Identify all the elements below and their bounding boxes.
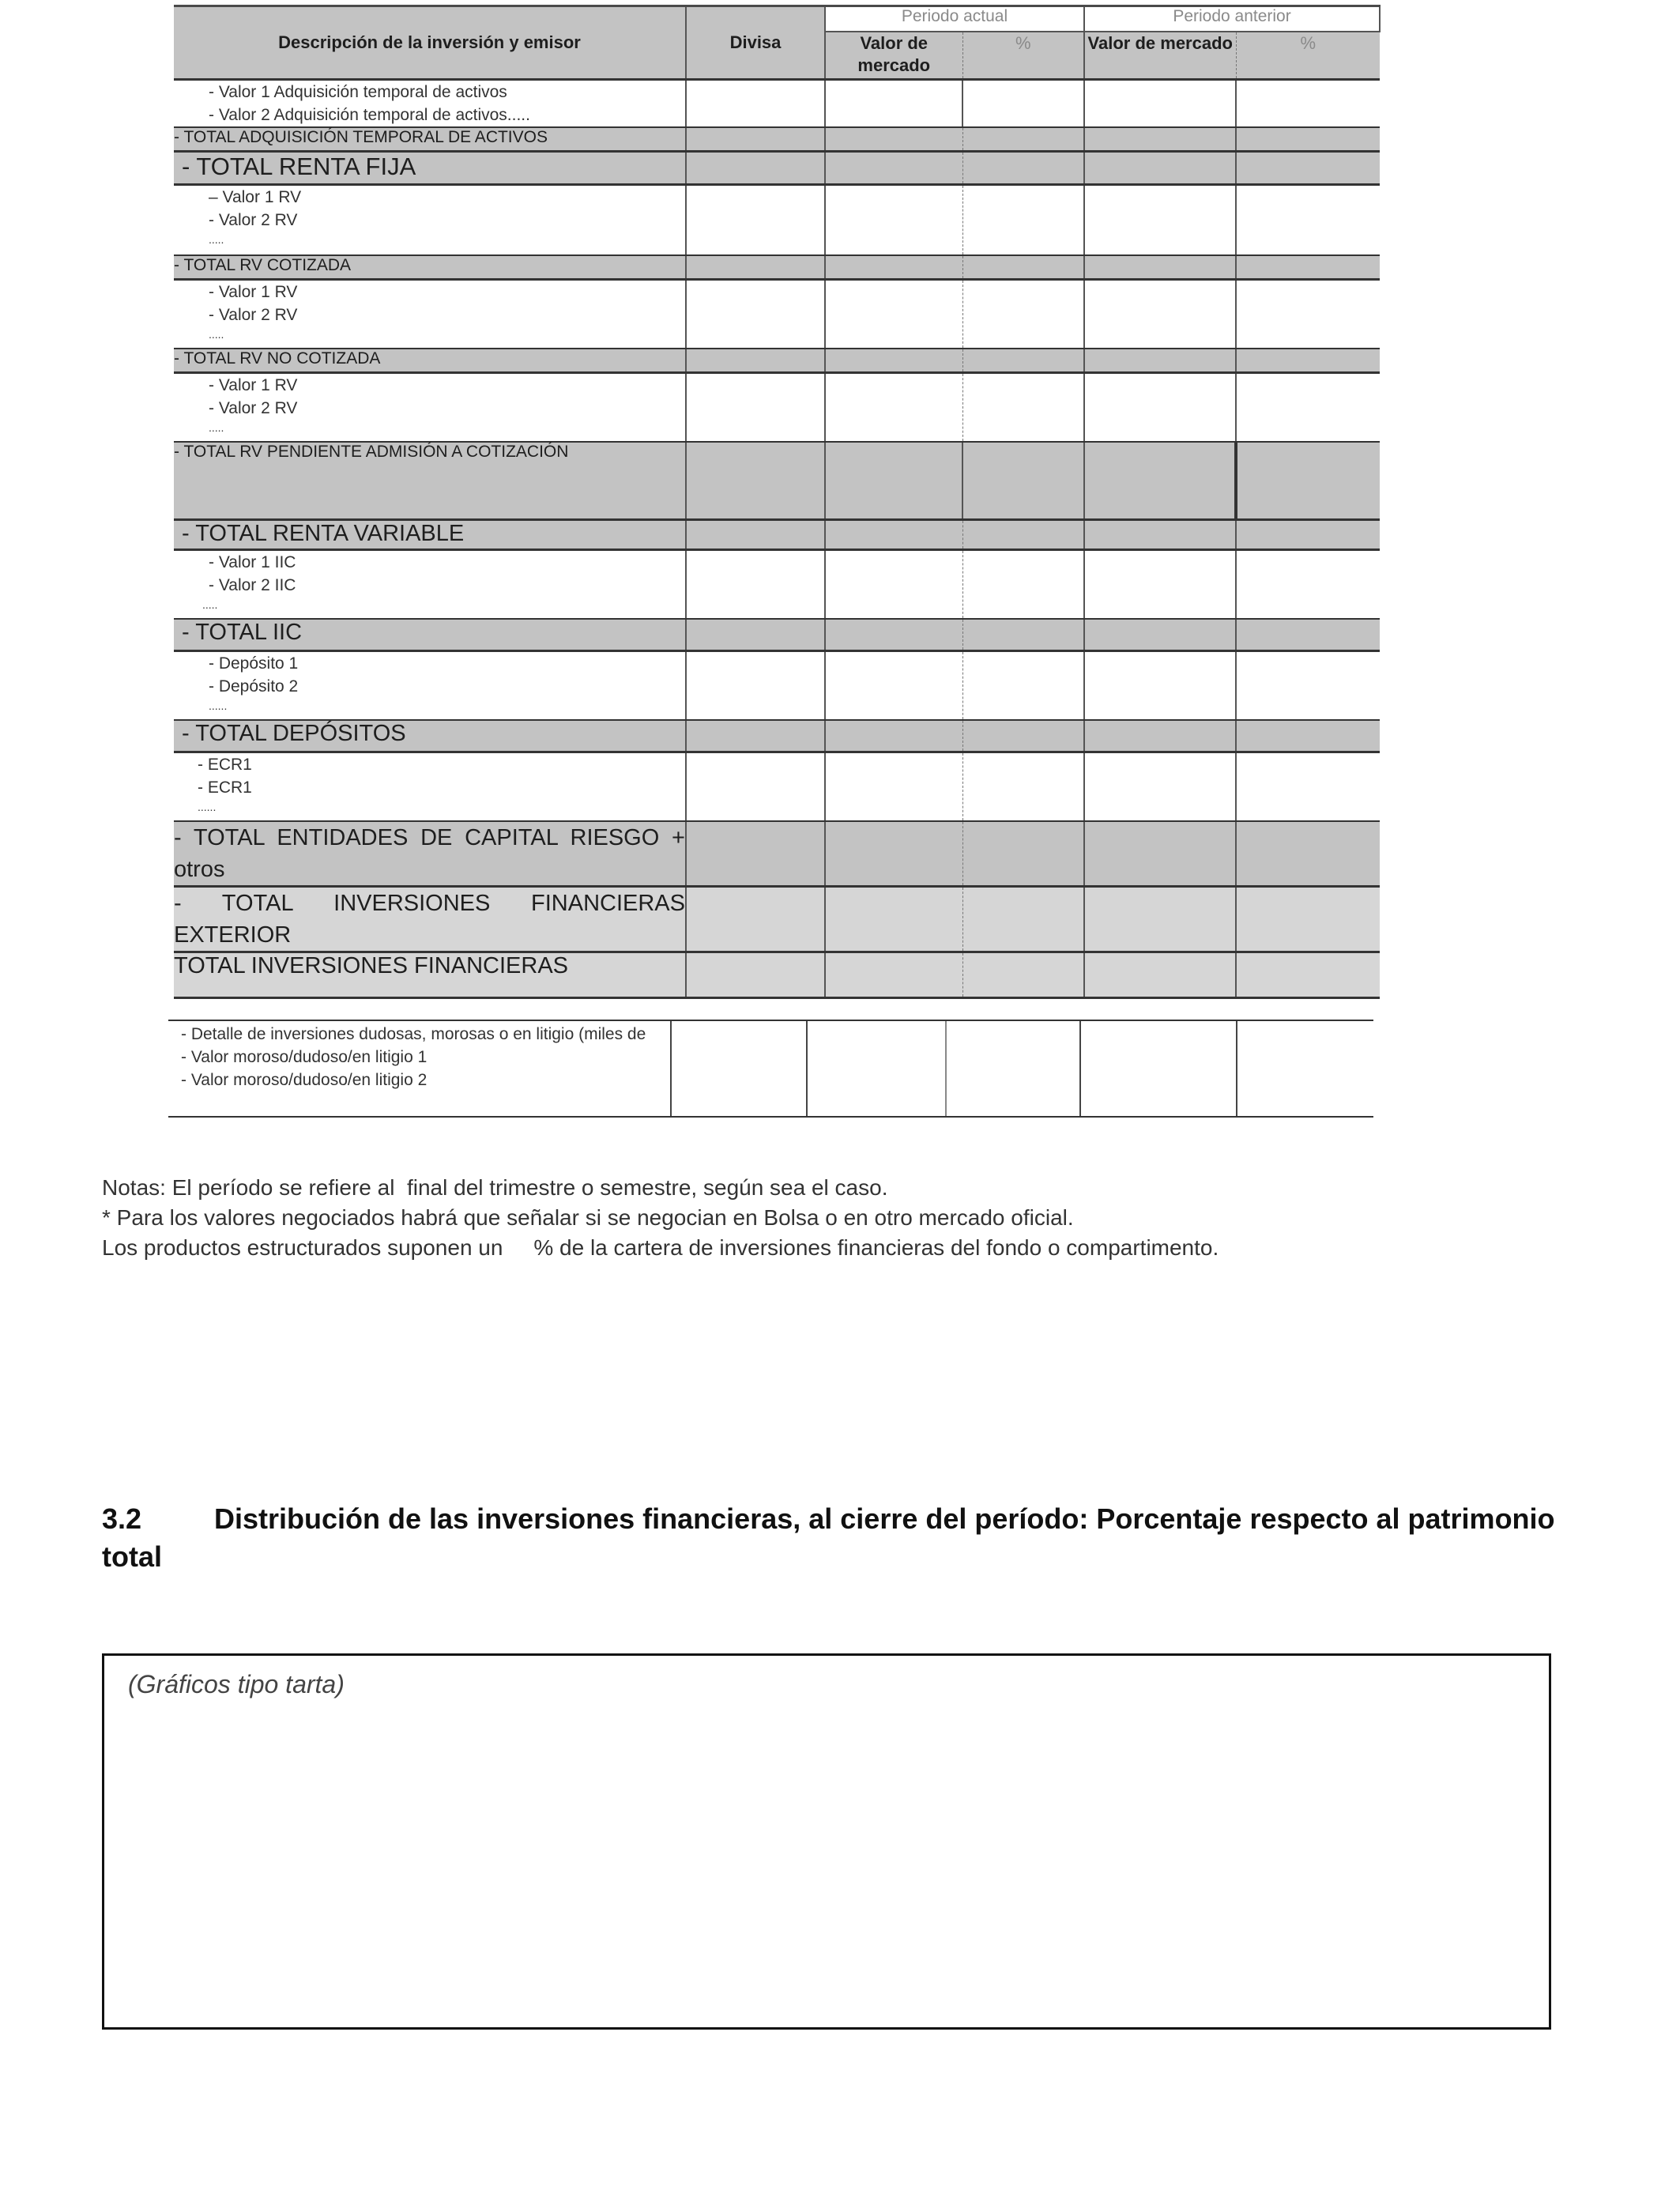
cell-percent <box>1236 887 1380 952</box>
pie-chart-placeholder-box <box>102 1653 1551 2030</box>
cell-value <box>825 650 962 720</box>
cell-value <box>1084 151 1236 184</box>
cell-value <box>825 349 962 372</box>
cell-percent <box>1236 821 1380 887</box>
header-current-period: Periodo actual <box>825 6 1084 32</box>
doubtful-line: - Valor moroso/dudoso/en litigio 1 <box>181 1048 428 1066</box>
table-header-row <box>174 6 1380 32</box>
cell-percent <box>946 1020 1080 1117</box>
cell-value <box>1084 619 1236 650</box>
notes <box>102 1173 1219 1263</box>
detail-line: - Valor 2 RV <box>209 398 298 417</box>
cell-percent <box>962 752 1084 821</box>
detail-line: ..... <box>209 420 224 434</box>
detail-line: ...... <box>198 800 217 813</box>
header-description: Descripción de la inversión y emisor <box>174 6 686 80</box>
note-line: Los productos estructurados suponen un % de la cartera de inversiones financieras del fondo o compartimento. <box>102 1235 1219 1260</box>
detail-cell <box>174 549 686 619</box>
table-row <box>174 372 1380 442</box>
cell-percent <box>962 887 1084 952</box>
cell-percent <box>962 80 1084 128</box>
table-row <box>174 952 1380 998</box>
cell-value <box>1084 372 1236 442</box>
cell-percent <box>1236 650 1380 720</box>
cell-percent <box>1236 127 1380 151</box>
table-row <box>174 279 1380 349</box>
table-row <box>174 255 1380 279</box>
doubtful-line: - Detalle de inversiones dudosas, morosas o en litigio (miles de <box>181 1025 646 1043</box>
cell-percent <box>1236 372 1380 442</box>
cell-percent <box>1236 80 1380 128</box>
cell-value <box>825 442 962 519</box>
detail-line: – Valor 1 RV <box>209 187 302 206</box>
table-row <box>174 519 1380 549</box>
note-line: * Para los valores negociados habrá que señalar si se negocian en Bolsa o en otro mercado oficial. <box>102 1205 1074 1230</box>
cell-currency <box>686 752 825 821</box>
cell-value <box>1084 279 1236 349</box>
total-label: - TOTAL ADQUISICIÓN TEMPORAL DE ACTIVOS <box>174 127 686 151</box>
header-percent-previous: % <box>1236 32 1380 80</box>
detail-cell <box>174 752 686 821</box>
cell-value <box>1084 821 1236 887</box>
cell-percent <box>962 952 1084 998</box>
cell-value <box>825 752 962 821</box>
cell-percent <box>1236 184 1380 255</box>
detail-line: - Valor 1 Adquisición temporal de activos <box>209 83 507 101</box>
chart-placeholder-text: (Gráficos tipo tarta) <box>128 1670 345 1698</box>
cell-value <box>807 1020 946 1117</box>
cell-currency <box>686 279 825 349</box>
cell-value <box>1084 752 1236 821</box>
cell-currency <box>686 151 825 184</box>
cell-currency <box>686 549 825 619</box>
cell-percent <box>962 372 1084 442</box>
detail-line: - Valor 1 RV <box>209 282 298 301</box>
detail-line: - Valor 1 RV <box>209 375 298 394</box>
cell-value <box>1084 887 1236 952</box>
cell-value <box>1084 952 1236 998</box>
cell-value <box>1084 255 1236 279</box>
header-market-value-current: Valor de mercado <box>825 32 962 80</box>
cell-value <box>825 952 962 998</box>
total-label: - TOTAL RV COTIZADA <box>174 255 686 279</box>
cell-value <box>1084 442 1236 519</box>
cell-currency <box>686 349 825 372</box>
table-row <box>174 752 1380 821</box>
detail-cell <box>174 184 686 255</box>
detail-line: ..... <box>209 327 224 341</box>
cell-value <box>1080 1020 1237 1117</box>
cell-percent <box>1236 279 1380 349</box>
total-label: - TOTAL RENTA FIJA <box>174 151 686 184</box>
detail-line: - Valor 2 IIC <box>209 575 296 594</box>
cell-percent <box>962 650 1084 720</box>
detail-line: ..... <box>209 232 224 246</box>
cell-value <box>1084 80 1236 128</box>
detail-cell <box>174 80 686 128</box>
doubtful-description <box>168 1020 671 1117</box>
total-label: - TOTAL ENTIDADES DE CAPITAL RIESGO + otros <box>174 821 686 887</box>
cell-value <box>1084 127 1236 151</box>
detail-line: ..... <box>202 598 218 611</box>
cell-percent <box>962 184 1084 255</box>
cell-percent <box>962 151 1084 184</box>
total-label: - TOTAL INVERSIONES FINANCIERAS EXTERIOR <box>174 887 686 952</box>
cell-value <box>825 279 962 349</box>
total-label: - TOTAL RV PENDIENTE ADMISIÓN A COTIZACIÓN <box>174 442 686 519</box>
cell-percent <box>1237 1020 1373 1117</box>
cell-value <box>1084 519 1236 549</box>
total-label: - TOTAL IIC <box>174 619 686 650</box>
cell-percent <box>1236 519 1380 549</box>
cell-percent <box>1236 442 1380 519</box>
cell-value <box>1084 549 1236 619</box>
cell-currency <box>686 255 825 279</box>
note-line: Notas: El período se refiere al final del trimestre o semestre, según sea el caso. <box>102 1175 888 1200</box>
cell-percent <box>962 255 1084 279</box>
cell-value <box>825 184 962 255</box>
cell-value <box>825 887 962 952</box>
cell-value <box>1084 650 1236 720</box>
header-market-value-previous: Valor de mercado <box>1084 32 1236 80</box>
cell-value <box>825 127 962 151</box>
cell-percent <box>962 442 1084 519</box>
cell-currency <box>686 184 825 255</box>
cell-currency <box>686 442 825 519</box>
cell-percent <box>962 127 1084 151</box>
table-row <box>174 650 1380 720</box>
cell-value <box>825 151 962 184</box>
total-label: - TOTAL RV NO COTIZADA <box>174 349 686 372</box>
cell-percent <box>1236 752 1380 821</box>
detail-line: - Depósito 2 <box>209 677 299 696</box>
cell-currency <box>686 619 825 650</box>
detail-line: - ECR1 <box>198 778 252 797</box>
cell-percent <box>1236 349 1380 372</box>
detail-cell <box>174 279 686 349</box>
cell-currency <box>686 80 825 128</box>
doubtful-line: - Valor moroso/dudoso/en litigio 2 <box>181 1071 428 1089</box>
table-row <box>174 720 1380 752</box>
cell-currency <box>686 952 825 998</box>
cell-value <box>825 255 962 279</box>
table-row <box>174 184 1380 255</box>
total-label: TOTAL INVERSIONES FINANCIERAS <box>174 952 686 998</box>
cell-value <box>1084 349 1236 372</box>
cell-percent <box>962 549 1084 619</box>
cell-currency <box>686 519 825 549</box>
detail-cell <box>174 650 686 720</box>
cell-value <box>825 720 962 752</box>
cell-value <box>825 821 962 887</box>
total-label: - TOTAL RENTA VARIABLE <box>174 519 686 549</box>
table-row <box>174 821 1380 887</box>
cell-currency <box>686 127 825 151</box>
cell-value <box>825 619 962 650</box>
table-row <box>174 127 1380 151</box>
cell-value <box>825 372 962 442</box>
detail-line: - Valor 2 Adquisición temporal de activos..... <box>209 106 530 124</box>
header-percent-current: % <box>962 32 1084 80</box>
table-row <box>174 80 1380 128</box>
cell-value <box>1084 720 1236 752</box>
section-heading <box>102 1500 1588 1576</box>
header-currency: Divisa <box>686 6 825 80</box>
detail-line: - ECR1 <box>198 755 252 774</box>
detail-line: - Valor 2 RV <box>209 210 298 229</box>
cell-currency <box>686 821 825 887</box>
cell-percent <box>962 619 1084 650</box>
investments-table <box>174 5 1381 999</box>
cell-value <box>825 549 962 619</box>
detail-line: - Depósito 1 <box>209 654 299 673</box>
table-row <box>168 1020 1373 1117</box>
table-row <box>174 442 1380 519</box>
cell-percent <box>1236 151 1380 184</box>
cell-currency <box>686 720 825 752</box>
detail-line: ...... <box>209 699 228 712</box>
cell-currency <box>671 1020 807 1117</box>
cell-percent <box>962 279 1084 349</box>
cell-percent <box>1236 720 1380 752</box>
cell-value <box>1084 184 1236 255</box>
detail-line: - Valor 1 IIC <box>209 552 296 571</box>
cell-currency <box>686 887 825 952</box>
detail-line: - Valor 2 RV <box>209 305 298 324</box>
table-row <box>174 887 1380 952</box>
cell-value <box>825 80 962 128</box>
table-row <box>174 151 1380 184</box>
table-row <box>174 619 1380 650</box>
cell-percent <box>962 519 1084 549</box>
doubtful-investments-table <box>168 1020 1373 1118</box>
table-row <box>174 549 1380 619</box>
detail-cell <box>174 372 686 442</box>
cell-percent <box>962 821 1084 887</box>
cell-currency <box>686 372 825 442</box>
cell-value <box>825 519 962 549</box>
table-row <box>174 349 1380 372</box>
cell-percent <box>1236 549 1380 619</box>
total-label: - TOTAL DEPÓSITOS <box>174 720 686 752</box>
cell-percent <box>1236 619 1380 650</box>
cell-percent <box>1236 952 1380 998</box>
cell-percent <box>962 349 1084 372</box>
cell-percent <box>1236 255 1380 279</box>
cell-currency <box>686 650 825 720</box>
section-number: 3.2 <box>102 1502 142 1535</box>
section-title: Distribución de las inversiones financieras, al cierre del período: Porcentaje respecto al patrimonio total <box>102 1502 1555 1573</box>
cell-percent <box>962 720 1084 752</box>
header-previous-period: Periodo anterior <box>1084 6 1380 32</box>
